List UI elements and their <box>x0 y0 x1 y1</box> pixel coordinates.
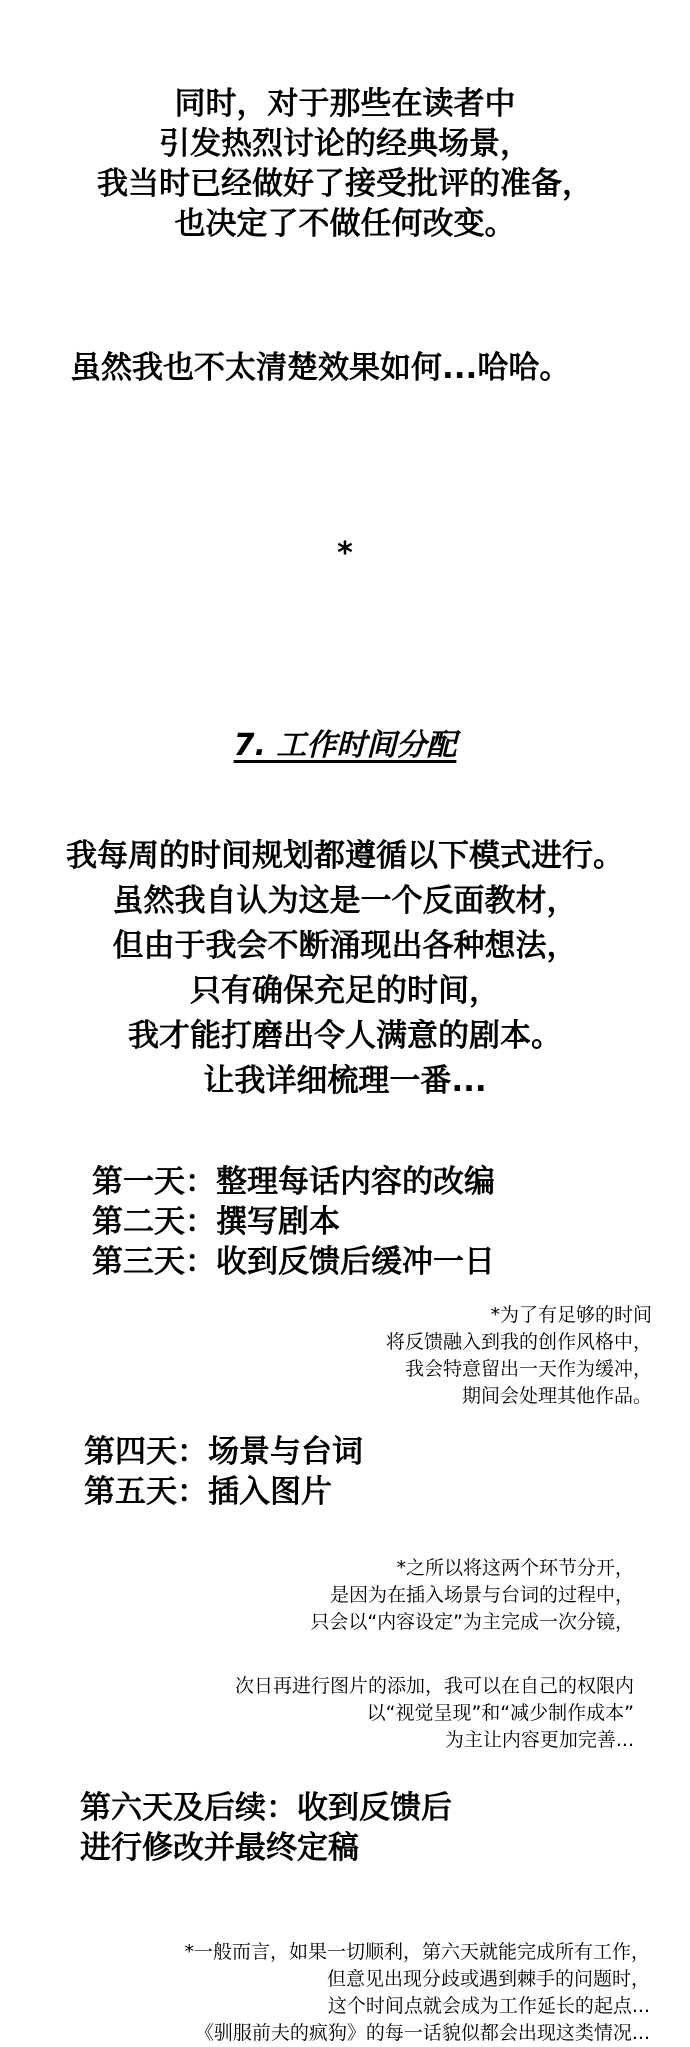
intro-remark: 虽然我也不太清楚效果如何...哈哈。 <box>70 350 571 386</box>
section-heading-wrapper <box>0 720 690 764</box>
schedule-item-day-3: 第三天：收到反馈后缓冲一日 <box>92 1244 495 1280</box>
schedule-item-day-1: 第一天：整理每话内容的改编 <box>92 1164 495 1200</box>
section-paragraph <box>0 834 690 1104</box>
schedule-note-delays: *一般而言，如果一切顺利，第六天就能完成所有工作， 但意见出现分歧或遇到棘手的问题时， 这个时间点就会成为工作延长的起点... 《驯服前夫的疯狗》的每一话貌似都会出现这类情况... <box>184 1941 650 2044</box>
section-paragraph-line: 我每周的时间规划都遵循以下模式进行。 <box>66 838 624 874</box>
intro-line: 同时，对于那些在读者中 <box>174 86 516 122</box>
section-separator: * <box>337 536 353 571</box>
schedule-days-4-5 <box>84 1432 363 1512</box>
intro-paragraph <box>0 84 690 244</box>
schedule-item-day-6: 第六天及后续：收到反馈后 <box>80 1790 452 1826</box>
schedule-note-buffer: *为了有足够的时间 将反馈融入到我的创作风格中， 我会特意留出一天作为缓冲， 期间会处理其他作品。 <box>385 1304 652 1407</box>
section-paragraph-line: 但由于我会不断涌现出各种想法， <box>112 928 578 964</box>
intro-line: 也决定了不做任何改变。 <box>174 206 516 242</box>
schedule-item-day-2: 第二天：撰写剧本 <box>92 1204 340 1240</box>
section-paragraph-line: 让我详细梳理一番... <box>203 1063 487 1099</box>
schedule-note-separation: *之所以将这两个环节分开， 是因为在插入场景与台词的过程中， 只会以“内容设定”为主完成一次分镜， <box>310 1557 634 1633</box>
intro-line: 我当时已经做好了接受批评的准备， <box>97 166 593 202</box>
section-paragraph-line: 只有确保充足的时间， <box>190 973 500 1009</box>
schedule-days-1-3 <box>92 1162 495 1282</box>
section-paragraph-line: 我才能打磨出令人满意的剧本。 <box>128 1018 562 1054</box>
intro-line: 引发热烈讨论的经典场景， <box>159 126 531 162</box>
section-paragraph-line: 虽然我自认为这是一个反面教材， <box>112 883 578 919</box>
schedule-day-6 <box>80 1788 452 1868</box>
section-heading: 7. 工作时间分配 <box>233 728 457 763</box>
schedule-item-day-5: 第五天：插入图片 <box>84 1474 332 1510</box>
schedule-note-images: 次日再进行图片的添加，我可以在自己的权限内 以“视觉呈现”和“减少制作成本” 为主让内容更加完善... <box>234 1675 634 1751</box>
schedule-item-day-4: 第四天：场景与台词 <box>84 1434 363 1470</box>
schedule-item-day-6-cont: 进行修改并最终定稿 <box>80 1830 359 1866</box>
